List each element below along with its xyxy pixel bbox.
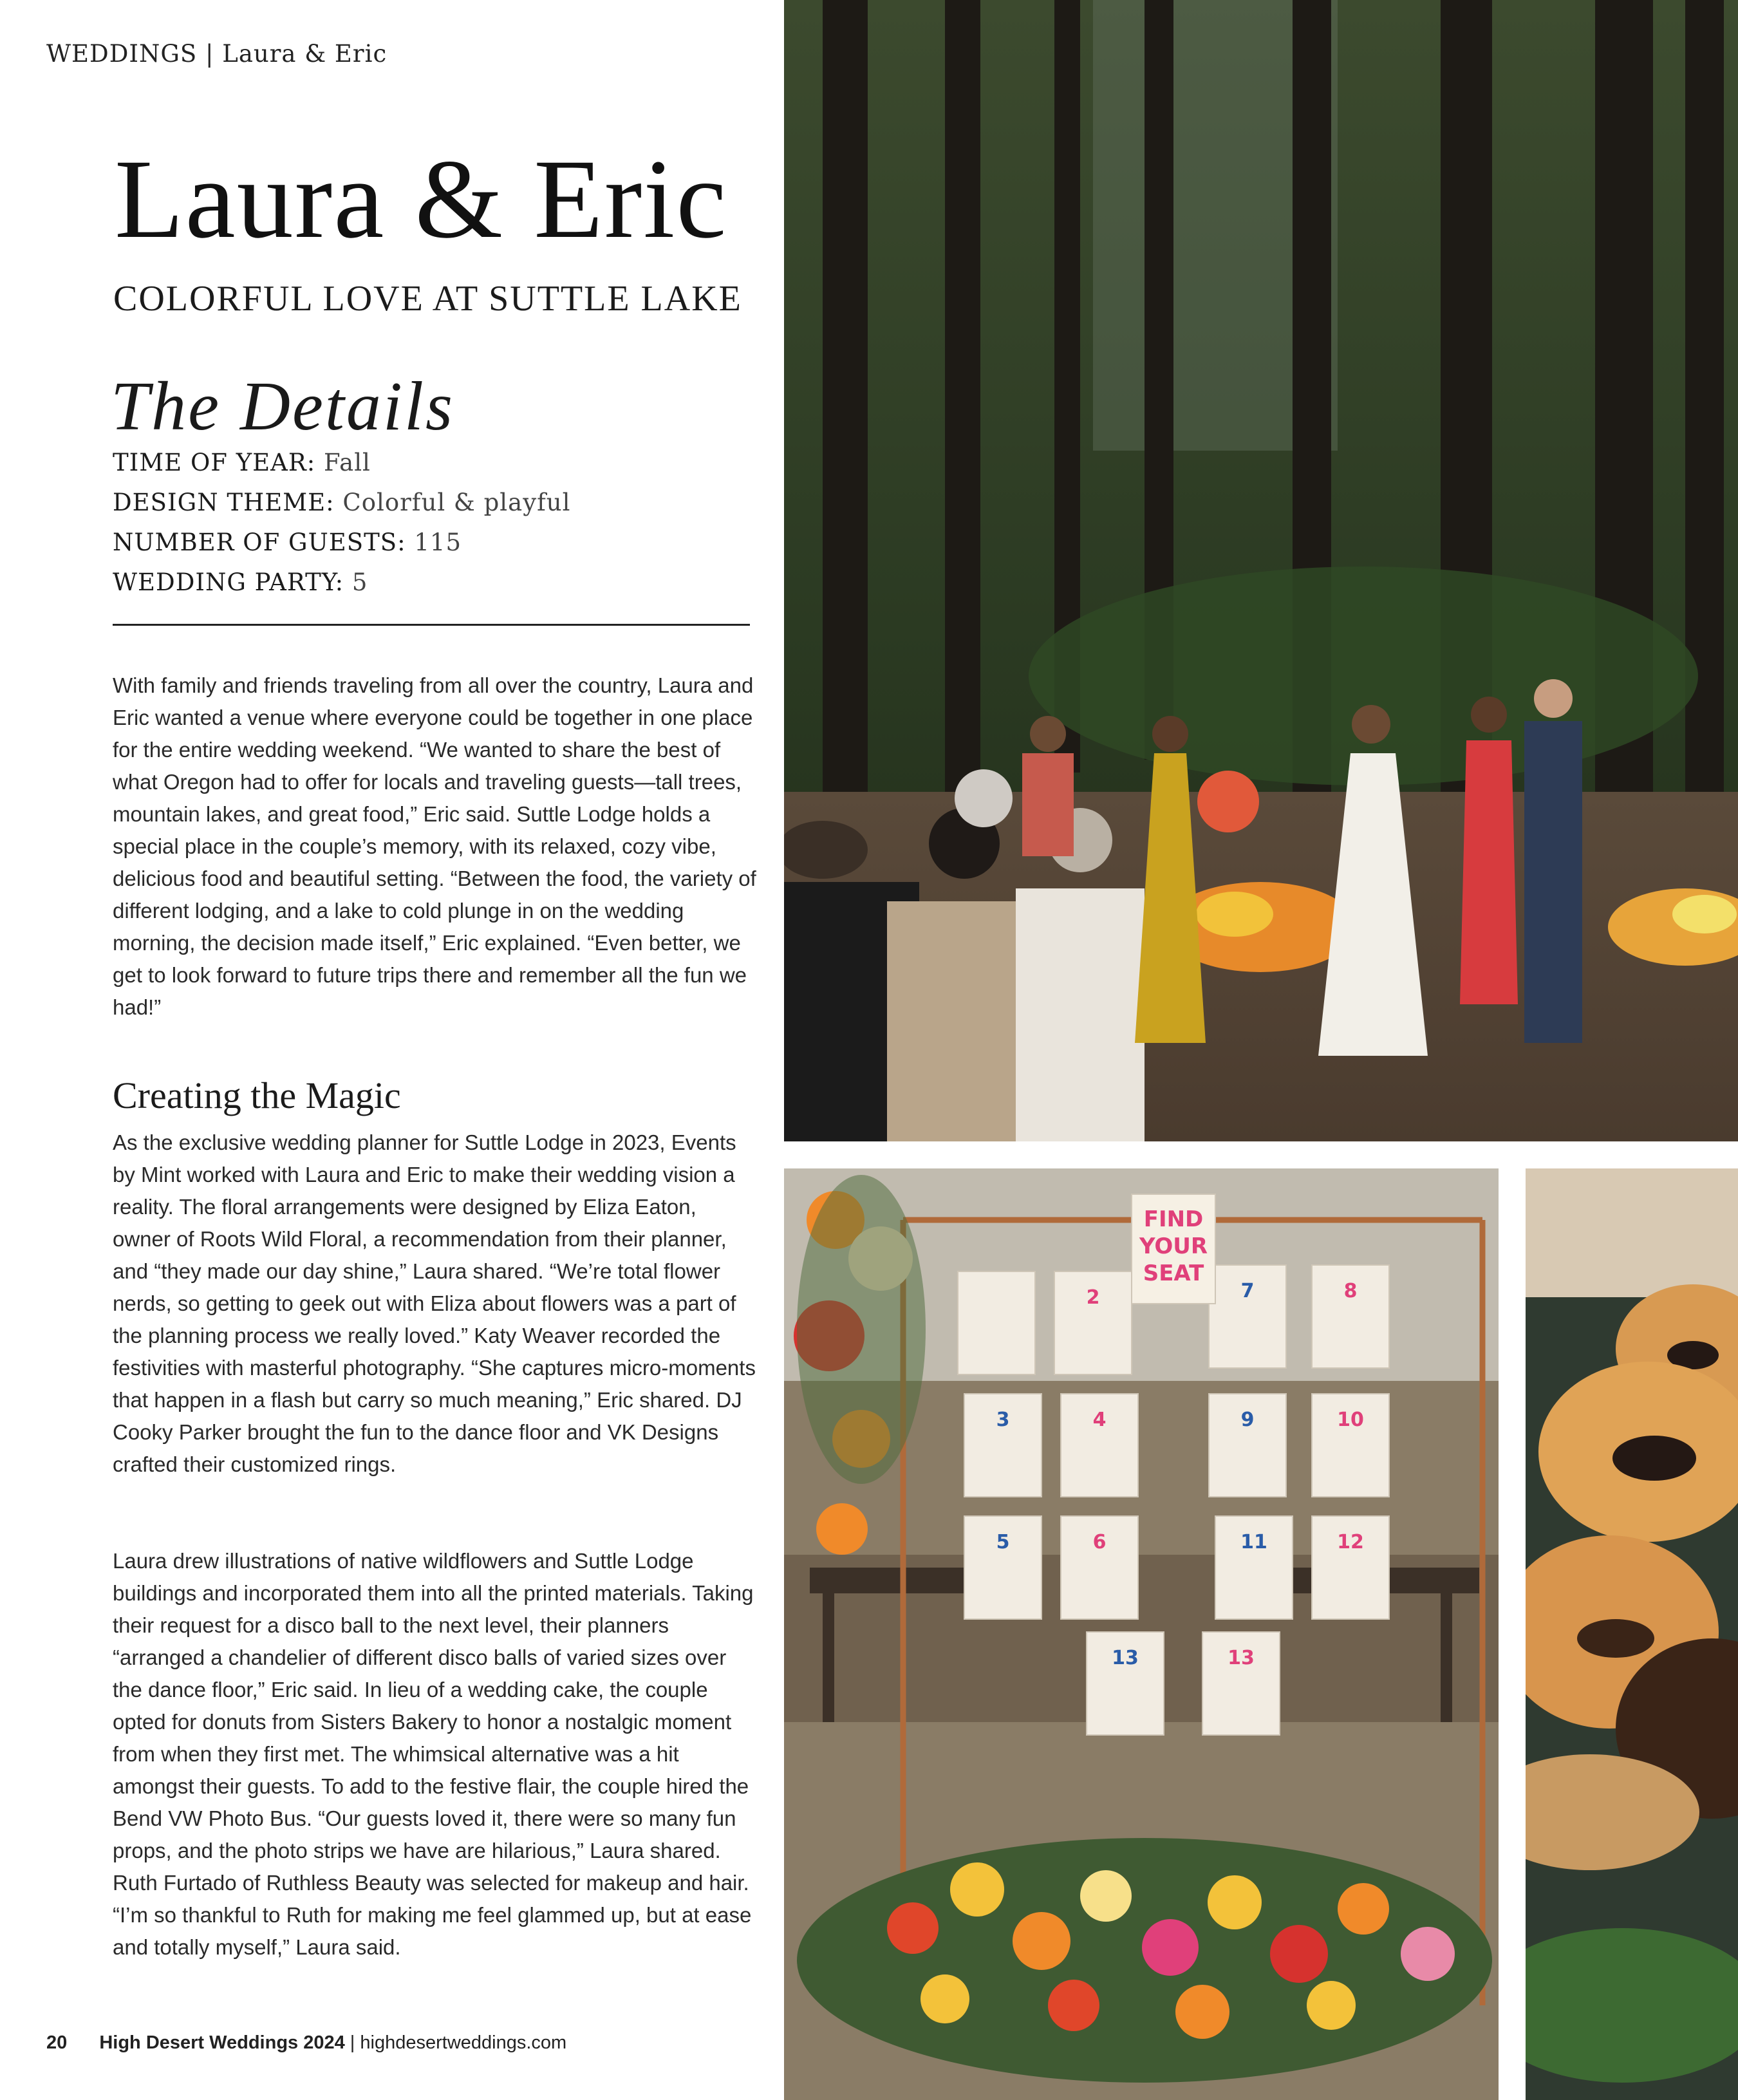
guests — [784, 769, 1145, 1141]
table-number: 4 — [1092, 1409, 1107, 1431]
detail-label: TIME OF YEAR: — [113, 449, 316, 476]
table-number: 10 — [1337, 1409, 1364, 1431]
divider-rule — [113, 624, 750, 626]
running-head: WEDDINGS | Laura & Eric — [46, 40, 388, 68]
donuts-illustration — [1526, 1168, 1738, 2100]
donuts-photo — [1526, 1168, 1738, 2100]
body-paragraph-2: As the exclusive wedding planner for Suttle Lodge in 2023, Events by Mint worked with Laura and Eric to make their wedding vision a reality. The floral arrangements were designed by Eliza Eaton, owner of Roots Wild Floral, a recommendation from their planner, and “they made our day shine,” Laura shared. “We’re total flower nerds, so getting to geek out with Eliza about flowers was a part of the planning process we really loved.” Katy Weaver recorded the festivities with masterful photography. “She captures micro-moments that happen in a flash but carry so much meaning,” Eric shared. DJ Cooky Parker brought the fun to the dance floor and VK Designs crafted their customized rings. — [113, 1130, 756, 1476]
flowers-bottom-bed — [797, 1838, 1492, 2083]
table-number: 11 — [1240, 1531, 1267, 1553]
detail-number-of-guests — [113, 529, 462, 556]
page-footer — [46, 2032, 566, 2054]
detail-label: NUMBER OF GUESTS: — [113, 529, 406, 556]
website: highdesertweddings.com — [360, 2032, 567, 2053]
table-number: 2 — [1086, 1286, 1100, 1309]
seating-chart-photo — [784, 1168, 1499, 2100]
find-your-seat-line-2: YOUR — [1139, 1233, 1208, 1259]
detail-wedding-party — [113, 568, 368, 596]
ceremony-photo-illustration — [784, 0, 1738, 1141]
body-paragraph-3: Laura drew illustrations of native wildflowers and Suttle Lodge buildings and incorporated them into all the printed materials. Taking their request for a disco ball to the next level, their planners “arranged a chandelier of different disco balls of varied sizes over the dance floor,” Eric said. In lieu of a wedding cake, the couple opted for donuts from Sisters Bakery to honor a nostalgic moment from when they first met. The whimsical alternative was a hit amongst their guests. To add to the festive flair, the couple hired the Bend VW Photo Bus. “Our guests loved it, there were so many fun props, and the photo strips we have are hilarious,” Laura shared. Ruth Furtado of Ruthless Beauty was selected for makeup and hair. “I’m so thankful to Ruth for making me feel glammed up, but at ease and totally myself,” Laura said. — [113, 1549, 754, 1959]
detail-label: DESIGN THEME: — [113, 489, 335, 516]
article-title: Laura & Eric — [115, 136, 728, 262]
ceremony-photo — [784, 0, 1738, 1141]
article-subtitle: COLORFUL LOVE AT SUTTLE LAKE — [113, 279, 742, 319]
detail-value: 115 — [414, 529, 462, 556]
table-number: 8 — [1343, 1280, 1358, 1302]
table-number: 9 — [1240, 1409, 1255, 1431]
find-your-seat-line-3: SEAT — [1143, 1261, 1204, 1286]
section-heading: Creating the Magic — [113, 1074, 401, 1116]
detail-value: 5 — [351, 568, 368, 596]
detail-design-theme — [113, 489, 570, 516]
table-number: 5 — [996, 1531, 1010, 1553]
footer-separator: | — [344, 2032, 360, 2053]
detail-label: WEDDING PARTY: — [113, 568, 344, 596]
details-heading: The Details — [111, 368, 454, 445]
table-number: 13 — [1112, 1647, 1139, 1669]
seating-chart-illustration — [784, 1168, 1499, 2100]
detail-value: Colorful & playful — [342, 489, 571, 516]
detail-value: Fall — [323, 449, 371, 476]
find-your-seat-line-1: FIND — [1143, 1206, 1204, 1232]
table-number: 13 — [1228, 1647, 1255, 1669]
table-number: 6 — [1092, 1531, 1107, 1553]
page-number: 20 — [46, 2032, 68, 2053]
magazine-name: High Desert Weddings 2024 — [99, 2032, 345, 2053]
detail-time-of-year — [113, 449, 371, 476]
table-number: 3 — [996, 1409, 1010, 1431]
table-number: 7 — [1240, 1280, 1255, 1302]
intro-paragraph: With family and friends traveling from all over the country, Laura and Eric wanted a venue where everyone could be together in one place for the entire wedding weekend. “We wanted to share the best of what Oregon had to offer for locals and traveling guests—tall trees, mountain lakes, and great food,” Eric said. Suttle Lodge holds a special place in the couple’s memory, with its relaxed, cozy vibe, delicious food and beautiful setting. “Between the food, the variety of different lodging, and a lake to cold plunge in on the wedding morning, the decision made itself,” Eric explained. “Even better, we get to look forward to future trips there and remember all the fun we had!” — [113, 673, 756, 1019]
table-number: 12 — [1337, 1531, 1364, 1553]
